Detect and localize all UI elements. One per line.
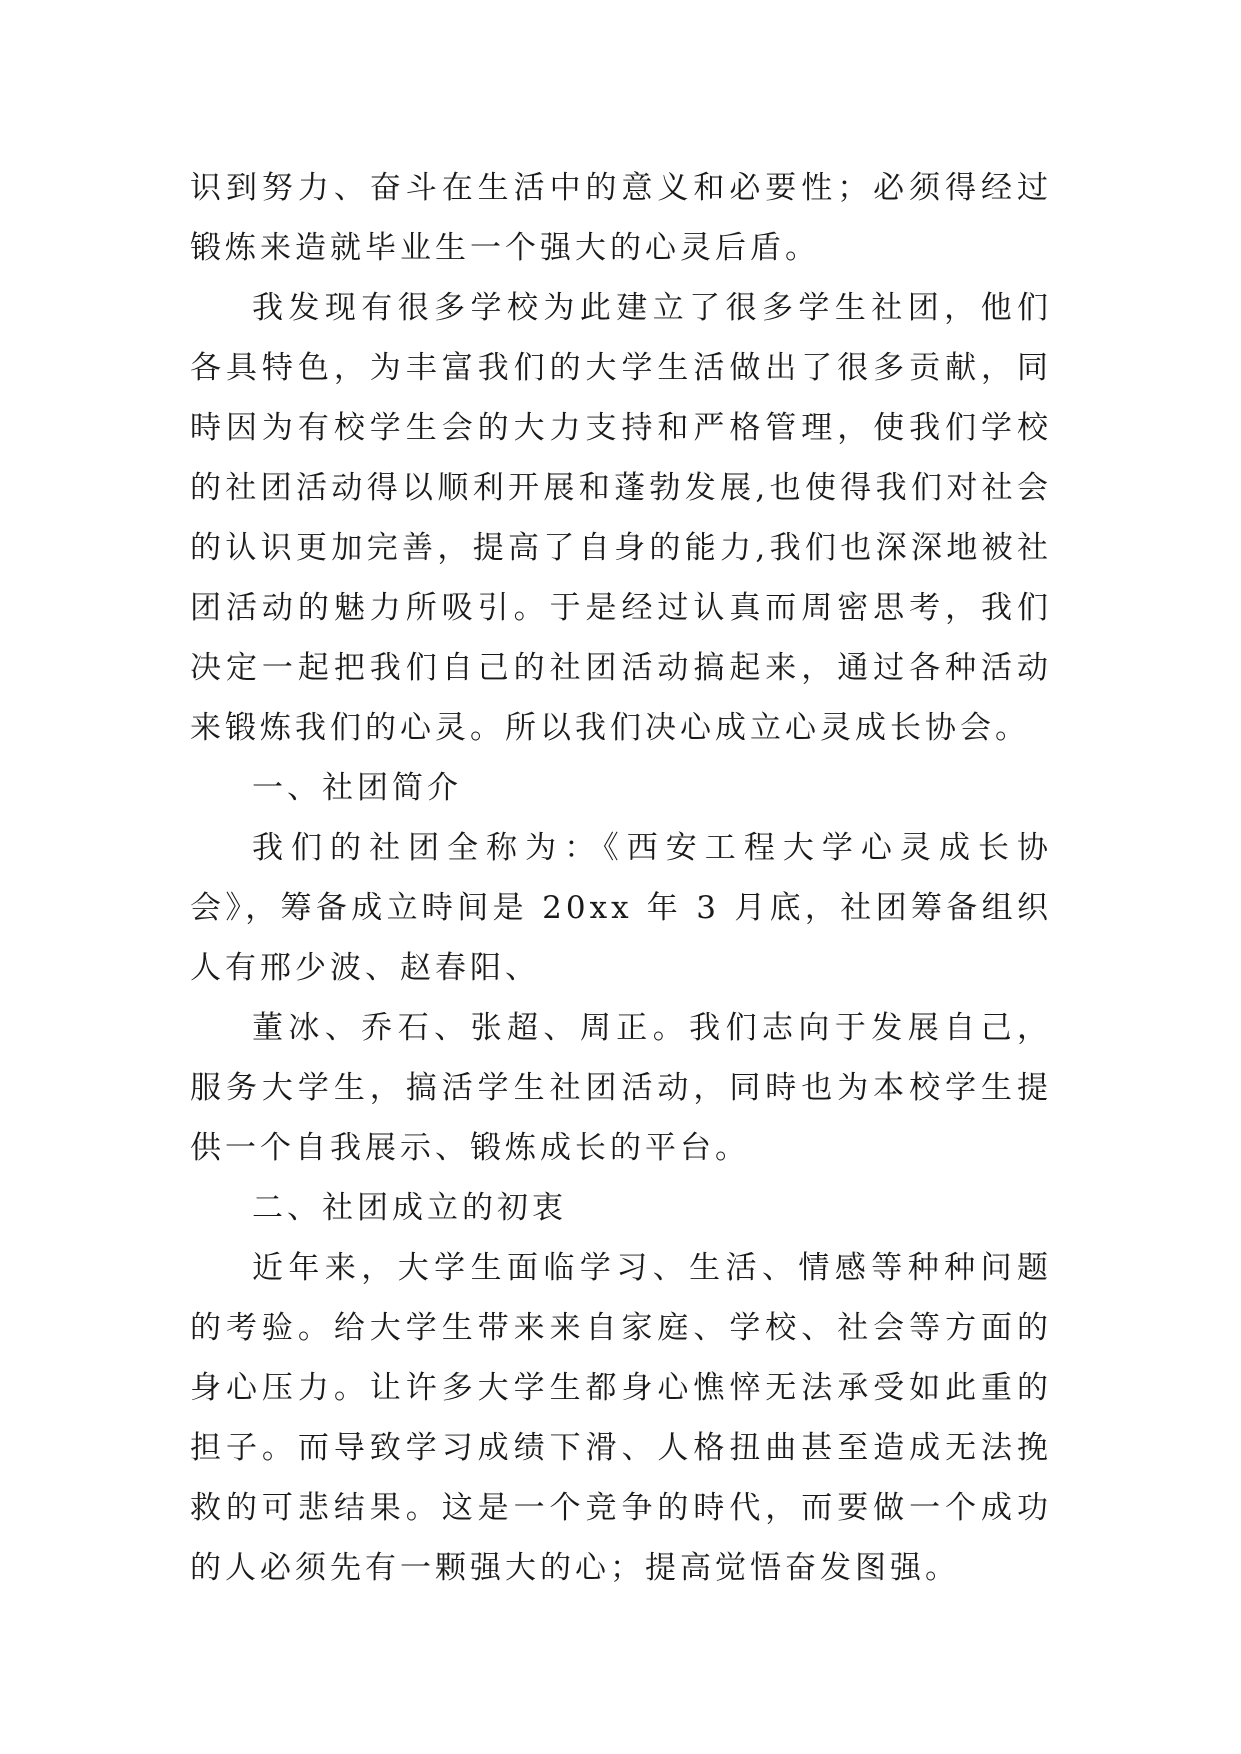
section-heading-club-intro: 一、社团简介 — [252, 770, 462, 806]
paragraph-club-members: 董冰、乔石、张超、周正。我们志向于发展自己，服务大学生，搞活学生社团活动，同時也为本校学生提供一个自我展示、锻炼成长的平台。 — [190, 1010, 1052, 1166]
paragraph-club-purpose: 近年来，大学生面临学习、生活、情感等种种问题的考验。给大学生带来来自家庭、学校、社会等方面的身心压力。让许多大学生都身心憔悴无法承受如此重的担子。而导致学习成绩下滑、人格扭曲甚至造成无法挽救的可悲结果。这是一个竞争的時代，而要做一个成功的人必须先有一颗强大的心；提高觉悟奋发图强。 — [190, 1250, 1052, 1586]
document-body — [190, 158, 1052, 1598]
paragraph-club-name: 我们的社团全称为：《西安工程大学心灵成长协会》，筹备成立時间是 20xx 年 3 月底，社团筹备组织人有邢少波、赵春阳、 — [190, 830, 1052, 986]
section-heading-club-purpose: 二、社团成立的初衷 — [252, 1190, 567, 1226]
paragraph-intro-continued: 识到努力、奋斗在生活中的意义和必要性；必须得经过锻炼来造就毕业生一个强大的心灵后盾。 — [190, 170, 1052, 266]
paragraph-student-clubs: 我发现有很多学校为此建立了很多学生社团，他们各具特色，为丰富我们的大学生活做出了很多贡献，同時因为有校学生会的大力支持和严格管理，使我们学校的社团活动得以顺利开展和蓬勃发展,也使得我们对社会的认识更加完善，提高了自身的能力,我们也深深地被社团活动的魅力所吸引。于是经过认真而周密思考，我们决定一起把我们自己的社团活动搞起来，通过各种活动来锻炼我们的心灵。所以我们决心成立心灵成长协会。 — [190, 290, 1052, 746]
